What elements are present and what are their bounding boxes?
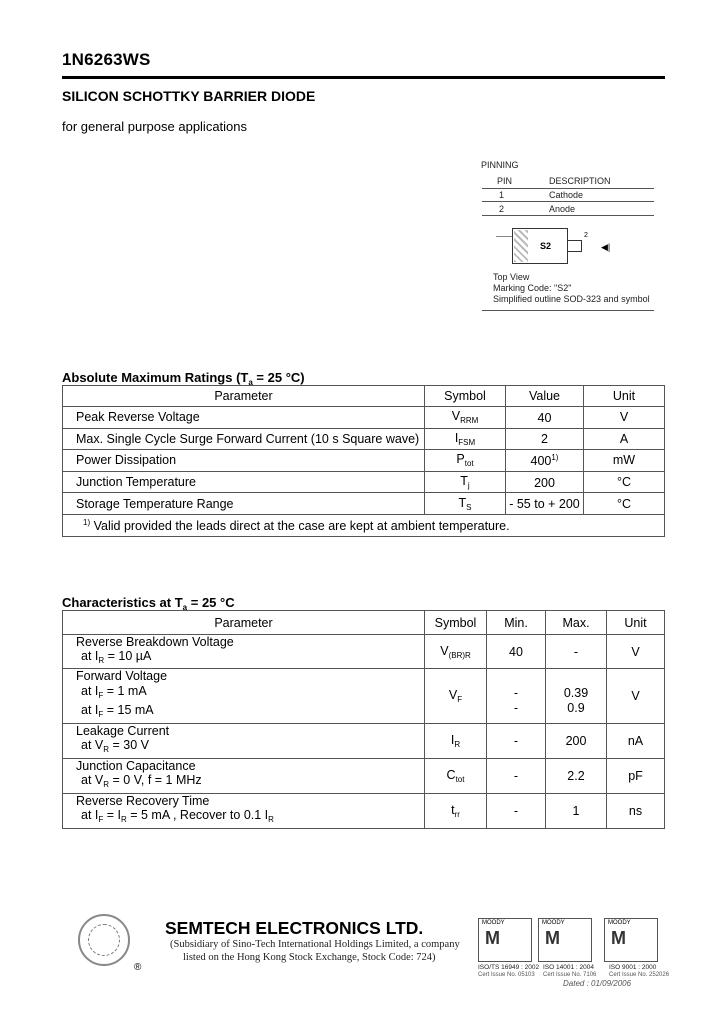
unit: °C: [584, 493, 665, 515]
package-cathode-band: [514, 230, 528, 262]
registered-mark: ®: [134, 962, 142, 973]
max: 0.39 0.9: [546, 669, 607, 724]
package-marking: S2: [540, 241, 552, 251]
listing-text: listed on the Hong Kong Stock Exchange, Stock Code: 724): [183, 952, 436, 963]
symbol: $V_{(BR)R}$: [425, 635, 487, 669]
min: -: [487, 793, 546, 828]
value: 40: [506, 407, 584, 429]
symbol: $V_{RRM}$: [425, 407, 506, 429]
col-value: Value: [506, 386, 584, 407]
max: -: [546, 635, 607, 669]
table-row: [63, 669, 665, 724]
package-pin-2-label: 2: [584, 232, 588, 239]
param: Peak Reverse Voltage: [63, 407, 425, 429]
pinning-col-pin: PIN: [497, 176, 513, 186]
symbol: $C_{tot}$: [425, 758, 487, 793]
table-header-row: [63, 611, 665, 635]
cert-number: Cert Issue No. 7106: [543, 972, 597, 978]
value: 2: [506, 428, 584, 450]
pinning-divider: [482, 188, 654, 189]
cert-label: ISO/TS 16949 : 2002: [478, 964, 540, 971]
unit: °C: [584, 471, 665, 493]
pinning-row-desc: Cathode: [549, 190, 584, 200]
unit: A: [584, 428, 665, 450]
col-unit: Unit: [607, 611, 665, 635]
param: Forward Voltage at $I_F = 1$ mA at $I_F = 15$ mA: [63, 669, 425, 724]
col-min: Min.: [487, 611, 546, 635]
table-row: [63, 450, 665, 472]
unit: V: [584, 407, 665, 429]
cert-badge-icon: MOODY M: [538, 918, 592, 962]
cert-number: Cert Issue No. 252026: [609, 972, 670, 978]
cert-badge-icon: MOODY M: [478, 918, 532, 962]
unit: V: [607, 669, 665, 724]
top-view-label: Top View: [493, 272, 530, 282]
param: Reverse Breakdown Voltage at $I_R = 10$ µA: [63, 635, 425, 669]
product-title: SILICON SCHOTTKY BARRIER DIODE: [62, 88, 316, 104]
pinning-row-desc: Anode: [549, 204, 576, 214]
col-max: Max.: [546, 611, 607, 635]
table-row: [63, 407, 665, 429]
pinning-divider: [482, 201, 654, 202]
col-symbol: Symbol: [425, 386, 506, 407]
outline-caption: Simplified outline SOD-323 and symbol: [493, 294, 650, 304]
value: 200: [506, 471, 584, 493]
param: Power Dissipation: [63, 450, 425, 472]
amr-table: [62, 385, 665, 537]
table-row: [63, 758, 665, 793]
cert-badge-icon: MOODY M: [604, 918, 658, 962]
unit: V: [607, 635, 665, 669]
header-rule: [62, 76, 665, 79]
table-row: [63, 723, 665, 758]
value: - 55 to + 200: [506, 493, 584, 515]
table-row: [63, 493, 665, 515]
table-row: [63, 428, 665, 450]
subsidiary-text: (Subsidiary of Sino-Tech International Holdings Limited, a company: [170, 939, 460, 950]
product-description: for general purpose applications: [62, 119, 248, 134]
char-title: Characteristics at $T_a = 25$ °C: [62, 595, 235, 612]
cert-label: ISO 9001 : 2000: [609, 964, 657, 971]
param: Leakage Current at $V_R = 30$ V: [63, 723, 425, 758]
param: Junction Capacitance at $V_R = 0$ V, f = 1 MHz: [63, 758, 425, 793]
symbol: $T_j$: [425, 471, 506, 493]
pinning-divider: [482, 215, 654, 216]
pinning-row-pin: 1: [499, 190, 505, 200]
amr-title: Absolute Maximum Ratings ($T_a = 25$ °C): [62, 370, 305, 387]
table-note-row: [63, 514, 665, 536]
table-row: [63, 793, 665, 828]
symbol: $I_R$: [425, 723, 487, 758]
min: 40: [487, 635, 546, 669]
unit: mW: [584, 450, 665, 472]
company-name: SEMTECH ELECTRONICS LTD.: [165, 918, 424, 938]
pinning-col-desc: DESCRIPTION: [549, 176, 611, 186]
param: Reverse Recovery Time at $I_F = I_R = 5$ mA , Recover to 0.1 $I_R$: [63, 793, 425, 828]
table-row: [63, 471, 665, 493]
symbol: $I_{FSM}$: [425, 428, 506, 450]
min: -: [487, 758, 546, 793]
cert-number: Cert Issue No. 05103: [478, 972, 535, 978]
cert-label: ISO 14001 : 2004: [543, 964, 594, 971]
max: 1: [546, 793, 607, 828]
symbol: $t_{rr}$: [425, 793, 487, 828]
col-unit: Unit: [584, 386, 665, 407]
diode-symbol-icon: ◀|: [601, 242, 611, 252]
pinning-row-pin: 2: [499, 204, 505, 214]
max: 200: [546, 723, 607, 758]
pinning-divider: [482, 310, 654, 311]
min: -: [487, 723, 546, 758]
unit: pF: [607, 758, 665, 793]
unit: nA: [607, 723, 665, 758]
unit: ns: [607, 793, 665, 828]
footnote: $^{1)}$ Valid provided the leads direct at the case are kept at ambient temperature.: [63, 514, 665, 536]
company-logo-inner: [88, 924, 120, 956]
characteristics-table: [62, 610, 665, 829]
part-number: 1N6263WS: [62, 50, 151, 69]
marking-code: Marking Code: "S2": [493, 283, 572, 293]
col-parameter: Parameter: [63, 611, 425, 635]
min: - -: [487, 669, 546, 724]
symbol: $P_{tot}$: [425, 450, 506, 472]
param: Junction Temperature: [63, 471, 425, 493]
max: 2.2: [546, 758, 607, 793]
dated-label: Dated : 01/09/2006: [563, 979, 632, 988]
package-anode-tab: [568, 240, 582, 252]
symbol: $T_S$: [425, 493, 506, 515]
param: Storage Temperature Range: [63, 493, 425, 515]
col-symbol: Symbol: [425, 611, 487, 635]
package-lead: [496, 236, 512, 237]
table-header-row: [63, 386, 665, 407]
symbol: $V_F$: [425, 669, 487, 724]
param: Max. Single Cycle Surge Forward Current (10 s Square wave): [63, 428, 425, 450]
pinning-title: PINNING: [481, 160, 519, 170]
table-row: [63, 635, 665, 669]
value: 400$^{1)}$: [506, 450, 584, 472]
col-parameter: Parameter: [63, 386, 425, 407]
